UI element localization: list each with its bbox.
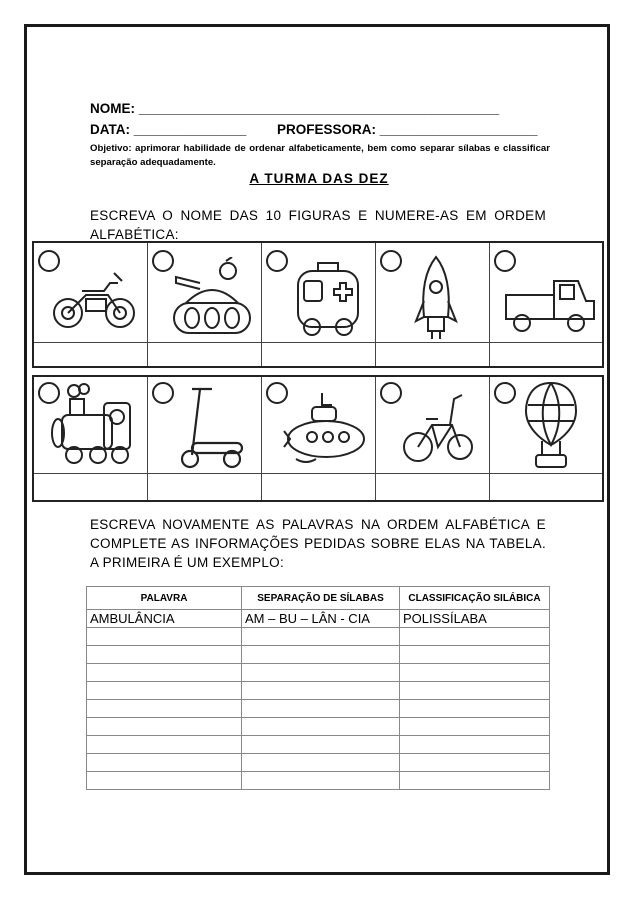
- table-row[interactable]: [87, 646, 550, 664]
- table-row[interactable]: [87, 754, 550, 772]
- classification-cell[interactable]: [400, 628, 550, 646]
- number-circle[interactable]: [380, 250, 402, 272]
- syllables-cell[interactable]: [242, 736, 400, 754]
- figure-cell-truck[interactable]: [490, 243, 602, 366]
- classification-cell[interactable]: [400, 718, 550, 736]
- ambulance-icon: [294, 259, 362, 339]
- table-row[interactable]: [87, 682, 550, 700]
- figure-cell-scooter[interactable]: [148, 377, 262, 500]
- figure-cell-rocket[interactable]: [376, 243, 490, 366]
- figure-grid-row-2: [32, 375, 604, 502]
- date-blank[interactable]: _______________: [133, 122, 247, 137]
- syllables-cell[interactable]: [242, 772, 400, 790]
- teacher-line[interactable]: [277, 122, 537, 137]
- word-cell[interactable]: [87, 682, 242, 700]
- submarine-icon: [282, 389, 368, 469]
- header-classificacao: CLASSIFICAÇÃO SILÁBICA: [400, 587, 550, 610]
- figure-cell-train[interactable]: [34, 377, 148, 500]
- syllables-cell[interactable]: [242, 664, 400, 682]
- classification-cell[interactable]: [400, 754, 550, 772]
- train-icon: [50, 383, 134, 467]
- truck-icon: [502, 271, 598, 337]
- word-cell[interactable]: [87, 628, 242, 646]
- word-cell[interactable]: [87, 664, 242, 682]
- syllable-table: [86, 586, 550, 790]
- syllables-cell[interactable]: [242, 682, 400, 700]
- header-separacao: SEPARAÇÃO DE SÍLABAS: [242, 587, 400, 610]
- syllables-cell[interactable]: [242, 718, 400, 736]
- classification-cell[interactable]: [400, 646, 550, 664]
- date-label: DATA:: [90, 122, 130, 137]
- table-row[interactable]: [87, 736, 550, 754]
- tank-icon: [170, 257, 254, 339]
- word-cell[interactable]: [87, 736, 242, 754]
- instruction-figures: ESCREVA O NOME DAS 10 FIGURAS E NUMERE-AS EM ORDEM ALFABÉTICA:: [90, 208, 546, 242]
- number-circle[interactable]: [152, 382, 174, 404]
- example-word: AMBULÂNCIA: [87, 610, 242, 628]
- table-row[interactable]: [87, 628, 550, 646]
- syllables-cell[interactable]: [242, 628, 400, 646]
- word-cell[interactable]: [87, 718, 242, 736]
- figure-cell-motorcycle[interactable]: [34, 243, 148, 366]
- figure-grid-row-1: [32, 241, 604, 368]
- syllables-cell[interactable]: [242, 754, 400, 772]
- date-line[interactable]: [90, 122, 246, 137]
- syllables-cell[interactable]: [242, 646, 400, 664]
- figure-cell-bicycle[interactable]: [376, 377, 490, 500]
- teacher-label: PROFESSORA:: [277, 122, 377, 137]
- classification-cell[interactable]: [400, 664, 550, 682]
- instruction-table: ESCREVA NOVAMENTE AS PALAVRAS NA ORDEM ALFABÉTICA E COMPLETE AS INFORMAÇÕES PEDIDAS SOBRE ELAS NA TABELA. A PRIMEIRA É UM EXEMPLO:: [90, 517, 546, 570]
- name-label: NOME:: [90, 101, 135, 116]
- number-circle[interactable]: [380, 382, 402, 404]
- word-cell[interactable]: [87, 754, 242, 772]
- word-cell[interactable]: [87, 772, 242, 790]
- table-header-row: [87, 587, 550, 610]
- scooter-icon: [174, 385, 244, 469]
- rocket-icon: [414, 255, 458, 341]
- bicycle-icon: [402, 391, 474, 467]
- objective-body: aprimorar habilidade de ordenar alfabeticamente, bem como separar sílabas e classificar separação adequadamente.: [90, 143, 550, 168]
- table-row[interactable]: [87, 718, 550, 736]
- classification-cell[interactable]: [400, 700, 550, 718]
- word-cell[interactable]: [87, 646, 242, 664]
- motorcycle-icon: [52, 261, 136, 339]
- objective-text: [90, 142, 550, 170]
- classification-cell[interactable]: [400, 682, 550, 700]
- word-cell[interactable]: [87, 700, 242, 718]
- table-row: [87, 610, 550, 628]
- syllables-cell[interactable]: [242, 700, 400, 718]
- number-circle[interactable]: [494, 382, 516, 404]
- table-row[interactable]: [87, 700, 550, 718]
- teacher-blank[interactable]: _____________________: [379, 122, 538, 137]
- example-classification: POLISSÍLABA: [400, 610, 550, 628]
- name-blank[interactable]: ________________________________________________: [138, 101, 500, 116]
- number-circle[interactable]: [494, 250, 516, 272]
- table-row[interactable]: [87, 772, 550, 790]
- page-title: A TURMA DAS DEZ: [249, 171, 389, 186]
- figure-cell-balloon[interactable]: [490, 377, 602, 500]
- example-syllables: AM – BU – LÂN - CIA: [242, 610, 400, 628]
- name-line[interactable]: [90, 101, 499, 116]
- table-row[interactable]: [87, 664, 550, 682]
- figure-cell-tank[interactable]: [148, 243, 262, 366]
- number-circle[interactable]: [266, 250, 288, 272]
- figure-cell-submarine[interactable]: [262, 377, 376, 500]
- objective-label: Objetivo:: [90, 143, 132, 154]
- balloon-icon: [524, 381, 578, 471]
- classification-cell[interactable]: [400, 736, 550, 754]
- header-palavra: PALAVRA: [87, 587, 242, 610]
- classification-cell[interactable]: [400, 772, 550, 790]
- figure-cell-ambulance[interactable]: [262, 243, 376, 366]
